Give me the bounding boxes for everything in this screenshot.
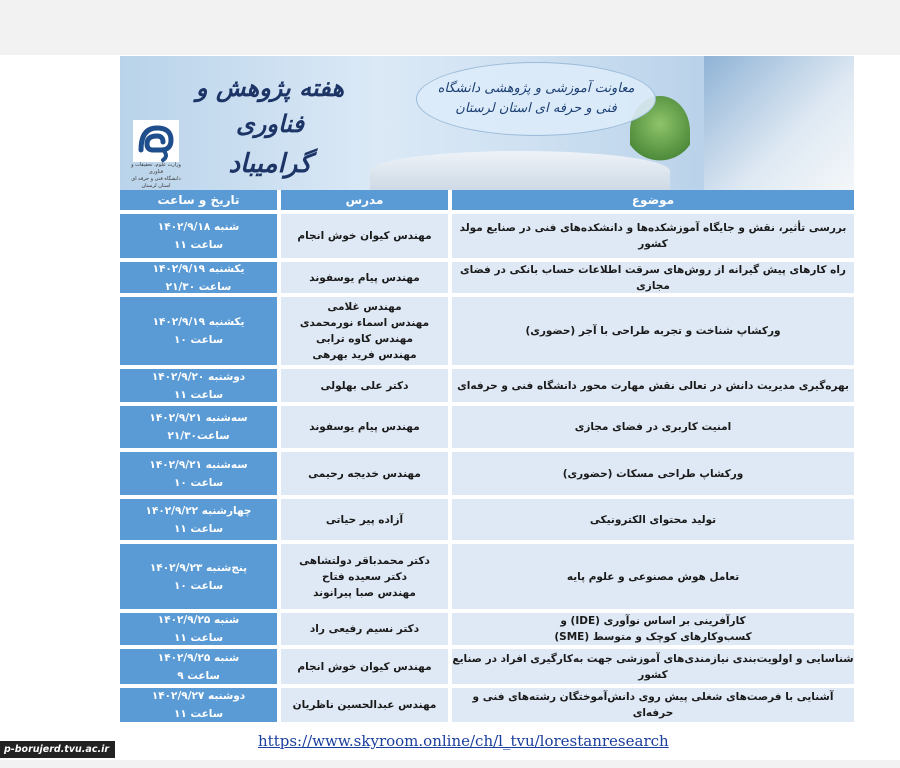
- topic-cell: [452, 649, 854, 684]
- date-cell: [120, 688, 277, 722]
- date-line: سه‌شنبه ۱۴۰۲/۹/۲۱: [149, 412, 248, 424]
- instructor-cell: [281, 688, 448, 722]
- instructor-line: مهندس خدیجه رحیمی: [308, 467, 421, 480]
- poster-title-line-2: گرامیباد: [228, 149, 312, 179]
- instructor-line: دکتر نسیم رفیعی راد: [309, 623, 420, 635]
- table-row: [120, 649, 854, 684]
- date-line: شنبه ۱۴۰۲/۹/۲۵: [157, 651, 240, 664]
- instructor-cell: [281, 214, 448, 258]
- instructor-line: مهندس عبدالحسین ناظریان: [292, 699, 437, 711]
- poster-title: [160, 70, 380, 182]
- topic-line: کسب‌وکارهای کوچک و متوسط (SME): [554, 631, 752, 643]
- date-line: شنبه ۱۴۰۲/۹/۱۸: [157, 221, 240, 233]
- date-line: سه‌شنبه ۱۴۰۲/۹/۲۱: [149, 458, 248, 471]
- topic-line: آشنایی با فرصت‌های شغلی پیش روی دانش‌آموختگان رشته‌های فنی و حرفه‌ای: [472, 691, 834, 719]
- topic-line: امنیت کاربری در فضای مجازی: [574, 421, 732, 433]
- instructor-cell: [281, 406, 448, 448]
- topic-line: ورکشاپ طراحی مسکات (حضوری): [562, 467, 744, 480]
- table-row: [120, 544, 854, 609]
- date-line: یکشنبه ۱۴۰۲/۹/۱۹: [152, 262, 245, 275]
- instructor-line: مهندس پیام یوسفوند: [309, 421, 420, 433]
- date-cell: [120, 262, 277, 293]
- table-row: [120, 262, 854, 293]
- date-line: ساعت ۱۰: [173, 579, 224, 592]
- date-line: ساعت ۹: [177, 669, 220, 682]
- topic-cell: [452, 452, 854, 495]
- instructor-line: دکتر محمدباقر دولتشاهی: [299, 554, 430, 567]
- topic-cell: [452, 499, 854, 540]
- table-row: [120, 214, 854, 258]
- skyroom-link[interactable]: https://www.skyroom.online/ch/l_tvu/lorestanresearch: [258, 732, 669, 750]
- instructor-line: مهندس فرید بهرهی: [312, 349, 417, 361]
- date-cell: [120, 649, 277, 684]
- logo-caption-1: وزارت علوم، تحقیقات و فناوری: [131, 162, 181, 175]
- date-line: ساعت ۱۱: [173, 632, 224, 644]
- instructor-cell: [281, 649, 448, 684]
- table-row: [120, 369, 854, 402]
- instructor-cell: [281, 369, 448, 402]
- date-line: دوشنبه ۱۴۰۲/۹/۲۷: [151, 690, 246, 702]
- organizer-oval: [416, 62, 656, 136]
- date-cell: [120, 499, 277, 540]
- table-row: [120, 613, 854, 645]
- topic-line: ورکشاپ شناخت و تجربه طراحی با آجر (حضوری): [525, 325, 781, 337]
- date-line: پنج‌شنبه ۱۴۰۲/۹/۲۳: [149, 561, 248, 574]
- top-bar: [0, 0, 900, 55]
- topic-line: تعامل هوش مصنوعی و علوم پایه: [566, 570, 740, 583]
- event-poster: [120, 56, 854, 726]
- logo-caption-2: دانشگاه فنی و حرفه ای استان لرستان: [131, 176, 181, 189]
- topic-cell: [452, 613, 854, 645]
- date-line: دوشنبه ۱۴۰۲/۹/۲۰: [151, 370, 246, 383]
- header-instructor: مدرس: [281, 190, 448, 210]
- instructor-line: آزاده پیر حیاتی: [325, 513, 404, 526]
- topic-cell: [452, 544, 854, 609]
- date-cell: [120, 369, 277, 402]
- table-row: [120, 499, 854, 540]
- topic-cell: [452, 262, 854, 293]
- instructor-line: دکتر سعیده فتاح: [321, 570, 408, 583]
- poster-title-line-1: هفته پژوهش و فناوری: [196, 73, 344, 138]
- topic-line: بررسی تأثیر، نقش و جایگاه آموزشکده‌ها و دانشکده‌های فنی در صنایع مولد کشور: [459, 222, 847, 250]
- table-row: [120, 297, 854, 365]
- topic-cell: [452, 369, 854, 402]
- date-cell: [120, 406, 277, 448]
- date-cell: [120, 613, 277, 645]
- table-row: [120, 452, 854, 495]
- table-row: [120, 406, 854, 448]
- date-line: شنبه ۱۴۰۲/۹/۲۵: [157, 614, 240, 626]
- instructor-line: مهندس غلامی: [327, 301, 402, 313]
- date-line: ساعت ۱۰: [173, 334, 224, 346]
- organizer-line-1: معاونت آموزشی و پژوهشی دانشگاه: [437, 81, 635, 96]
- instructor-line: دکتر علی بهلولی: [320, 379, 409, 392]
- date-line: ساعت ۲۱/۳۰: [165, 280, 232, 293]
- university-logo: [126, 120, 186, 188]
- date-cell: [120, 214, 277, 258]
- instructor-line: مهندس کاوه ترابی: [316, 333, 413, 345]
- instructor-cell: [281, 297, 448, 365]
- date-line: چهارشنبه ۱۴۰۲/۹/۲۲: [145, 504, 252, 517]
- topic-line: کارآفرینی بر اساس نوآوری (IDE) و: [560, 615, 746, 627]
- header-date: تاریخ و ساعت: [120, 190, 277, 210]
- instructor-cell: [281, 544, 448, 609]
- instructor-line: مهندس صبا پیرانوند: [313, 586, 416, 599]
- university-logo-icon: [133, 120, 179, 162]
- instructor-cell: [281, 452, 448, 495]
- topic-cell: [452, 297, 854, 365]
- table-row: [120, 688, 854, 722]
- instructor-line: مهندس اسماء نورمحمدی: [299, 317, 430, 329]
- date-line: ساعت۲۱/۳۰: [167, 430, 230, 442]
- topic-line: بهره‌گیری مدیریت دانش در تعالی نقش مهارت محور دانشگاه فنی و حرفه‌ای: [457, 379, 849, 392]
- date-cell: [120, 544, 277, 609]
- date-line: ساعت ۱۱: [173, 522, 224, 535]
- instructor-line: مهندس پیام یوسفوند: [309, 271, 420, 284]
- topic-cell: [452, 688, 854, 722]
- date-line: ساعت ۱۱: [173, 388, 224, 401]
- topic-line: راه کارهای پیش گیرانه از روش‌های سرقت اطلاعات حساب بانکی در فضای مجازی: [460, 263, 846, 292]
- date-line: یکشنبه ۱۴۰۲/۹/۱۹: [152, 316, 245, 328]
- instructor-line: مهندس کیوان خوش انجام: [297, 230, 432, 242]
- date-line: ساعت ۱۱: [173, 239, 224, 251]
- topic-line: شناسایی و اولویت‌بندی نیازمندی‌های آموزشی جهت به‌کارگیری افراد در صنایع کشور: [452, 652, 854, 681]
- instructor-cell: [281, 262, 448, 293]
- site-watermark: p-borujerd.tvu.ac.ir: [0, 741, 115, 758]
- topic-cell: [452, 406, 854, 448]
- bottom-bar: [0, 760, 900, 768]
- organizer-line-2: فنی و حرفه ای استان لرستان: [455, 101, 617, 116]
- instructor-line: مهندس کیوان خوش انجام: [297, 660, 432, 673]
- instructor-cell: [281, 613, 448, 645]
- hand-touchscreen-image: [704, 56, 854, 190]
- topic-cell: [452, 214, 854, 258]
- date-cell: [120, 452, 277, 495]
- date-line: ساعت ۱۱: [173, 708, 224, 720]
- poster-banner: [120, 56, 854, 190]
- topic-line: تولید محتوای الکترونیکی: [589, 513, 717, 526]
- instructor-cell: [281, 499, 448, 540]
- header-topic: موضوع: [452, 190, 854, 210]
- open-book-image: [370, 151, 670, 190]
- date-line: ساعت ۱۰: [173, 476, 224, 489]
- date-cell: [120, 297, 277, 365]
